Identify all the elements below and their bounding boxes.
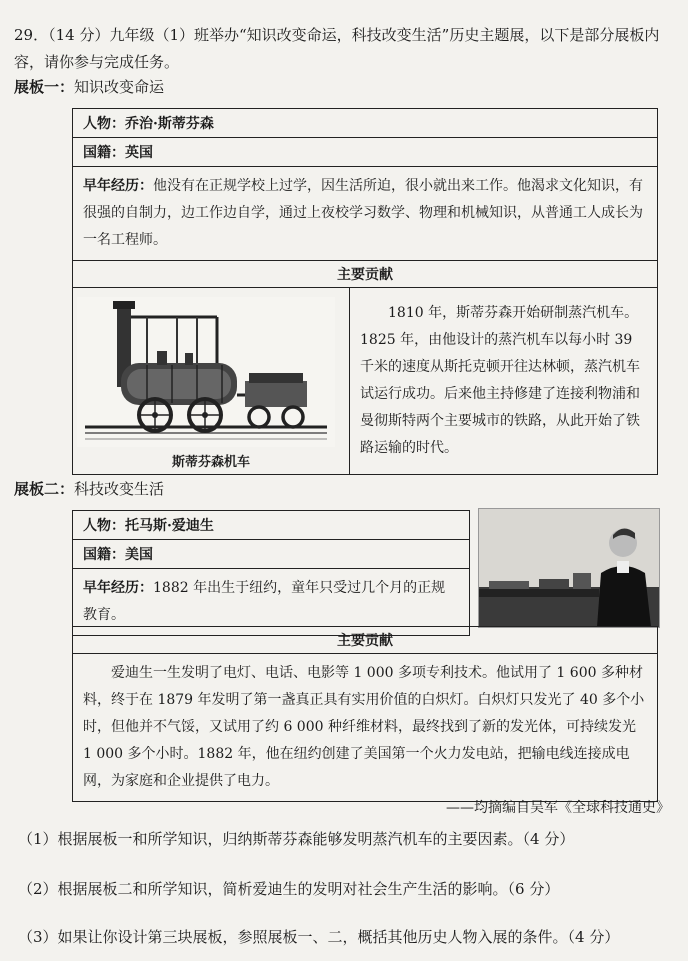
board2-title-text: 科技改变生活 xyxy=(74,480,165,498)
board1-early-life xyxy=(73,167,658,261)
sub-question-3: （3）如果让你设计第三块展板，参照展板一、二，概括其他历史人物入展的条件。（4 分） xyxy=(18,928,620,946)
board2-person: 人物：托马斯·爱迪生 xyxy=(73,511,470,540)
locomotive-illustration xyxy=(77,297,335,447)
board1-nationality: 国籍：英国 xyxy=(73,138,658,167)
board1-contribution-heading: 主要贡献 xyxy=(73,261,658,288)
board1-early-label: 早年经历： xyxy=(83,178,153,194)
board2-contribution-table xyxy=(72,626,658,802)
board1-image-caption: 斯蒂芬森机车 xyxy=(171,455,250,470)
board2-title xyxy=(14,478,164,499)
edison-photo xyxy=(478,508,660,628)
board2-contribution-text: 爱迪生一生发明了电灯、电话、电影等 1 000 多项专利技术。他试用了 1 600 多种材料，终于在 1879 年发明了第一盏真正具有实用价值的白炽灯。白炽灯只发光了 40 多个小时，但他并不气馁，又试用了约 6 000 种纤维材料，最终找到了新的发光体，可持续发光 1 000 多个小时。1882 年，他在纽约创建了美国第一个火力发电站，把输电线连接成电网，为家庭和企业提供了电力。 xyxy=(73,654,658,802)
board2-nationality: 国籍：美国 xyxy=(73,540,470,569)
sub-question-1: （1）根据展板一和所学知识，归纳斯蒂芬森能够发明蒸汽机车的主要因素。（4 分） xyxy=(18,830,575,848)
board2-early-text: 1882 年出生于纽约，童年只受过几个月的正规教育。 xyxy=(83,580,446,623)
board1-title-label: 展板一： xyxy=(14,78,75,96)
board2-info-table xyxy=(72,510,470,636)
board1-early-text: 他没有在正规学校上过学，因生活所迫，很小就出来工作。他渴求文化知识，有很强的自制力，边工作边自学，通过上夜校学习数学、物理和机械知识，从普通工人成长为一名工程师。 xyxy=(83,178,643,248)
board1-table xyxy=(72,108,658,475)
board1-contribution-text: 1810 年，斯蒂芬森开始研制蒸汽机车。1825 年，由他设计的蒸汽机车以每小时 39 千米的速度从斯托克顿开往达林顿，蒸汽机车试运行成功。后来他主持修建了连接利物浦和曼彻斯特两个主要城市的铁路，从此开始了铁路运输的时代。 xyxy=(350,288,658,475)
board2-title-label: 展板二： xyxy=(14,480,75,498)
board2-contribution-heading: 主要贡献 xyxy=(73,627,658,654)
board1-title xyxy=(14,76,164,97)
board2-early-label: 早年经历： xyxy=(83,580,153,596)
sub-question-2: （2）根据展板二和所学知识，简析爱迪生的发明对社会生产生活的影响。（6 分） xyxy=(18,880,560,898)
board1-image-cell xyxy=(73,288,350,475)
source-citation: ——均摘编自吴军《全球科技通史》 xyxy=(446,800,670,816)
board1-title-text: 知识改变命运 xyxy=(74,78,165,96)
edison-portrait xyxy=(479,509,659,627)
question-header: 29．（14 分）九年级（1）班举办“知识改变命运，科技改变生活”历史主题展，以下是部分展板内容，请你参与完成任务。 xyxy=(14,26,660,71)
board1-person: 人物：乔治·斯蒂芬森 xyxy=(73,109,658,138)
